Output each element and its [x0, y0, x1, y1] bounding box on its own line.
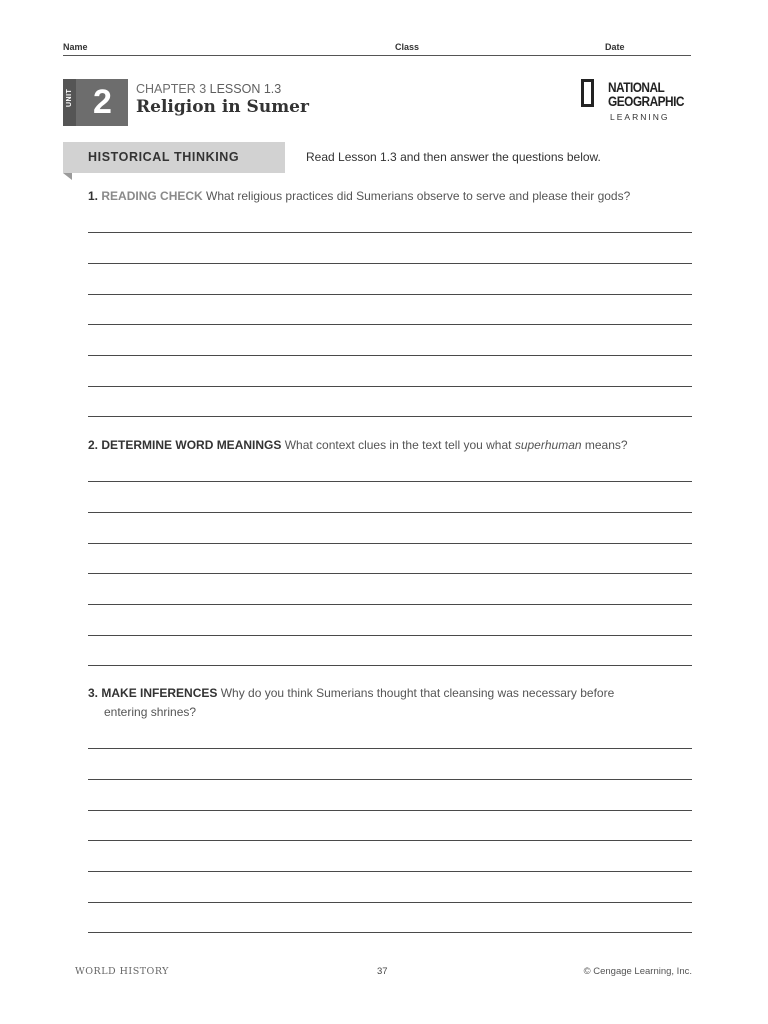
- answer-line[interactable]: [88, 355, 692, 356]
- question-text: Why do you think Sumerians thought that cleansing was necessary before: [220, 686, 615, 700]
- answer-line[interactable]: [88, 294, 692, 295]
- yellow-border-icon: [581, 79, 594, 107]
- answer-line[interactable]: [88, 635, 692, 636]
- national-geographic-logo: [581, 79, 693, 125]
- page-number: 37: [377, 966, 388, 977]
- answer-line[interactable]: [88, 748, 692, 749]
- footer-book-title: WORLD HISTORY: [75, 966, 169, 977]
- question-3: [88, 684, 688, 722]
- unit-number: 2: [93, 83, 112, 121]
- question-text: What context clues in the text tell you what: [284, 438, 512, 452]
- question-number: 2.: [88, 438, 99, 452]
- chapter-label: CHAPTER 3: [136, 82, 207, 96]
- unit-word: UNIT: [66, 88, 73, 107]
- date-label: Date: [605, 42, 625, 52]
- answer-line[interactable]: [88, 386, 692, 387]
- answer-line[interactable]: [88, 543, 692, 544]
- chapter-lesson-line: [136, 82, 281, 96]
- answer-line[interactable]: [88, 902, 692, 903]
- logo-line-1: NATIONAL: [608, 80, 665, 95]
- answer-line[interactable]: [88, 324, 692, 325]
- answer-line[interactable]: [88, 665, 692, 666]
- question-text-continued: entering shrines?: [104, 705, 197, 719]
- class-label: Class: [395, 42, 420, 52]
- answer-line[interactable]: [88, 232, 692, 233]
- logo-line-2: GEOGRAPHIC: [608, 94, 684, 109]
- answer-line[interactable]: [88, 604, 692, 605]
- answer-line[interactable]: [88, 263, 692, 264]
- historical-thinking-label: HISTORICAL THINKING: [88, 150, 240, 164]
- question-number: 3.: [88, 686, 99, 700]
- answer-line[interactable]: [88, 871, 692, 872]
- answer-line[interactable]: [88, 573, 692, 574]
- question-number: 1.: [88, 189, 99, 203]
- logo-line-3: LEARNING: [610, 112, 670, 122]
- question-italic-term: superhuman: [514, 438, 582, 452]
- question-text-end: means?: [584, 438, 628, 452]
- answer-line[interactable]: [88, 416, 692, 417]
- name-label: Name: [63, 42, 88, 52]
- header-rule: [63, 55, 691, 56]
- question-keyword: MAKE INFERENCES: [101, 686, 218, 700]
- page-title: Religion in Sumer: [136, 97, 309, 117]
- tab-fold: [63, 173, 72, 180]
- section-instructions: Read Lesson 1.3 and then answer the questions below.: [306, 150, 601, 164]
- unit-badge: [63, 79, 128, 126]
- answer-line[interactable]: [88, 481, 692, 482]
- question-2: [88, 436, 688, 455]
- answer-line[interactable]: [88, 840, 692, 841]
- answer-line[interactable]: [88, 512, 692, 513]
- historical-thinking-tab: [63, 142, 285, 173]
- question-text: What religious practices did Sumerians observe to serve and please their gods?: [206, 189, 631, 203]
- unit-strip: [63, 79, 76, 126]
- lesson-label: LESSON 1.3: [209, 82, 282, 96]
- copyright: © Cengage Learning, Inc.: [583, 966, 692, 977]
- question-keyword: DETERMINE WORD MEANINGS: [101, 438, 282, 452]
- answer-line[interactable]: [88, 779, 692, 780]
- question-keyword: READING CHECK: [101, 189, 203, 203]
- answer-line[interactable]: [88, 932, 692, 933]
- answer-line[interactable]: [88, 810, 692, 811]
- question-1: [88, 187, 688, 206]
